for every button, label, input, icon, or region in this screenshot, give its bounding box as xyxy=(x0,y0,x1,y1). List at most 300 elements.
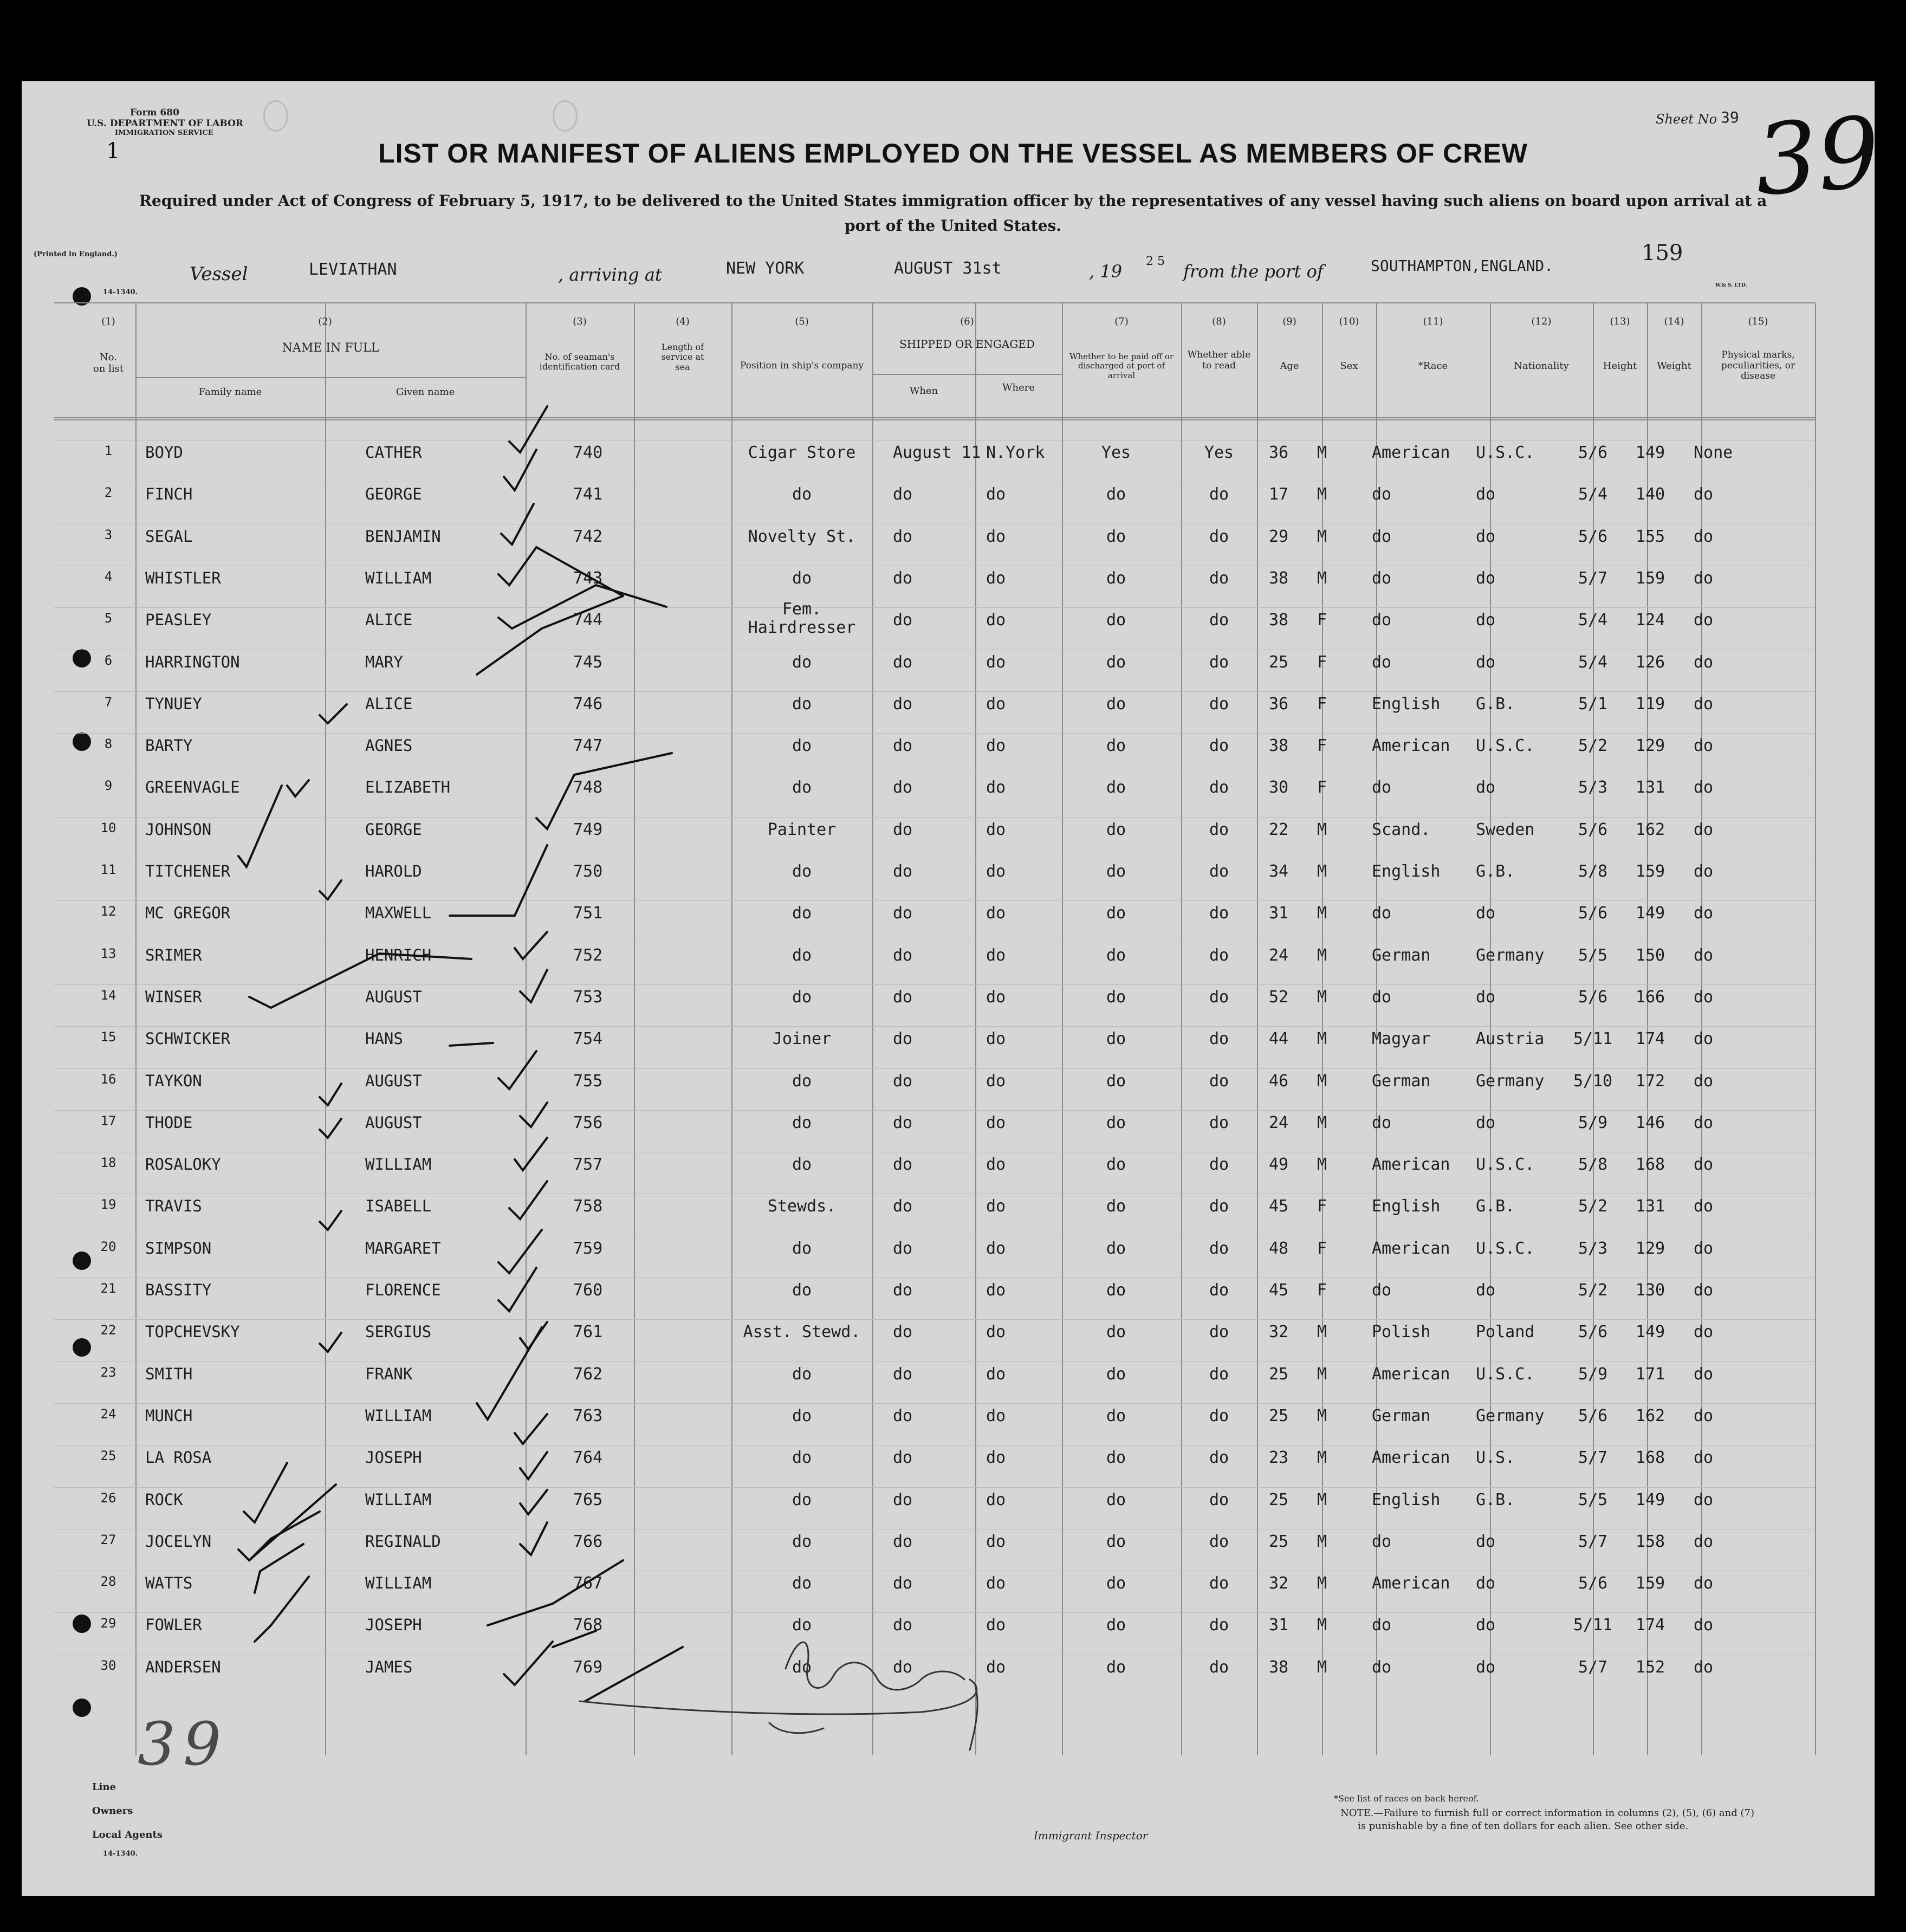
paid-off: do xyxy=(1106,1532,1126,1551)
row-number: 4 xyxy=(104,568,113,584)
nationality: U.S.C. xyxy=(1476,736,1535,756)
shipped-when: do xyxy=(893,1574,913,1593)
able-to-read: do xyxy=(1209,1616,1229,1635)
shipped-when: do xyxy=(893,1197,913,1216)
sex: M xyxy=(1317,1490,1327,1509)
shipped-where: do xyxy=(986,1322,1006,1342)
able-to-read: do xyxy=(1209,694,1229,714)
height: 5/11 xyxy=(1573,1616,1613,1635)
shipped-when: do xyxy=(893,1113,913,1132)
height: 5/2 xyxy=(1578,1197,1608,1216)
col8-number: (8) xyxy=(1212,316,1226,327)
race: American xyxy=(1372,1574,1450,1593)
shipped-where: do xyxy=(986,820,1006,839)
col4-number: (4) xyxy=(676,316,690,327)
sex: M xyxy=(1317,945,1327,965)
row-number: 6 xyxy=(104,652,113,668)
height: 5/6 xyxy=(1578,904,1608,923)
age: 38 xyxy=(1268,736,1289,756)
shipped-when: do xyxy=(893,1490,913,1509)
height: 5/6 xyxy=(1578,987,1608,1007)
shipped-where: do xyxy=(986,1113,1006,1132)
able-to-read: do xyxy=(1209,1532,1229,1551)
given-name: HANS xyxy=(365,1029,403,1048)
weight: 152 xyxy=(1635,1657,1665,1677)
age: 52 xyxy=(1268,987,1289,1007)
height: 5/6 xyxy=(1578,1574,1608,1593)
shipped-where: do xyxy=(986,485,1006,504)
height: 5/2 xyxy=(1578,1281,1608,1300)
card-number: 767 xyxy=(573,1574,603,1593)
age: 32 xyxy=(1268,1574,1289,1593)
position: do xyxy=(792,945,812,965)
able-to-read: do xyxy=(1209,1490,1229,1509)
weight: 162 xyxy=(1635,820,1665,839)
vessel-label: Vessel xyxy=(190,263,248,285)
footer-agents-label: Local Agents xyxy=(92,1829,163,1840)
subtitle-line-1: Required under Act of Congress of February 5, 1917, to be delivered to the United States immigration officer by the representatives of any vessel having such aliens on board upon arrival at a xyxy=(139,192,1767,210)
shipped-when: do xyxy=(893,1448,913,1468)
nationality: do xyxy=(1476,652,1496,672)
position: Novelty St. xyxy=(748,527,856,546)
age: 23 xyxy=(1268,1448,1289,1468)
position: do xyxy=(792,652,812,672)
sex: F xyxy=(1317,652,1327,672)
given-name: JOSEPH xyxy=(365,1448,422,1467)
shipped-where: N.York xyxy=(986,443,1045,462)
footer-line-label: Line xyxy=(92,1781,116,1793)
shipped-when: do xyxy=(893,1281,913,1300)
race: American xyxy=(1372,1364,1450,1384)
race: Scand. xyxy=(1372,820,1431,839)
nationality: do xyxy=(1476,1616,1496,1635)
nationality: do xyxy=(1476,1532,1496,1551)
handwritten-total: 39 xyxy=(138,1709,229,1779)
shipped-when: do xyxy=(893,862,913,881)
arrival-date: AUGUST 31st xyxy=(894,259,1002,278)
nationality: do xyxy=(1476,611,1496,630)
able-to-read: do xyxy=(1209,527,1229,546)
physical-marks: do xyxy=(1694,1239,1714,1258)
position: do xyxy=(792,1574,812,1593)
height: 5/4 xyxy=(1578,485,1608,504)
given-name: MARGARET xyxy=(365,1239,441,1257)
family-name: GREENVAGLE xyxy=(145,778,240,797)
physical-marks: do xyxy=(1694,1616,1714,1635)
age: 25 xyxy=(1268,652,1289,672)
age: 31 xyxy=(1268,904,1289,923)
weight: 131 xyxy=(1635,1197,1665,1216)
physical-marks: do xyxy=(1694,1448,1714,1468)
height: 5/6 xyxy=(1578,1406,1608,1425)
family-name: FOWLER xyxy=(145,1616,202,1635)
sex: M xyxy=(1317,987,1327,1007)
height: 5/7 xyxy=(1578,1532,1608,1551)
age: 25 xyxy=(1268,1532,1289,1551)
card-number: 750 xyxy=(573,862,603,881)
col1-number: (1) xyxy=(101,316,115,327)
col10-number: (10) xyxy=(1339,316,1359,327)
service-label: IMMIGRATION SERVICE xyxy=(115,129,213,137)
row-number: 14 xyxy=(100,987,116,1003)
from-port: SOUTHAMPTON,ENGLAND. xyxy=(1371,257,1554,275)
age: 46 xyxy=(1268,1071,1289,1091)
able-to-read: do xyxy=(1209,485,1229,504)
sex: M xyxy=(1317,1574,1327,1593)
paid-off: do xyxy=(1106,1071,1126,1091)
age: 30 xyxy=(1268,778,1289,798)
inspector-label: Immigrant Inspector xyxy=(1034,1829,1148,1842)
col9-header: Age xyxy=(1280,360,1299,372)
row-number: 30 xyxy=(100,1657,116,1673)
weight: 149 xyxy=(1635,904,1665,923)
sex: M xyxy=(1317,1657,1327,1677)
race: do xyxy=(1372,1616,1392,1635)
height: 5/10 xyxy=(1573,1071,1613,1091)
weight: 149 xyxy=(1635,1322,1665,1342)
race: American xyxy=(1372,443,1450,462)
family-name: SCHWICKER xyxy=(145,1029,231,1048)
card-number: 759 xyxy=(573,1239,603,1258)
race: American xyxy=(1372,1448,1450,1468)
age: 25 xyxy=(1268,1364,1289,1384)
given-name: GEORGE xyxy=(365,485,422,504)
family-name: THODE xyxy=(145,1113,193,1132)
subtitle-line-2: port of the United States. xyxy=(844,217,1062,235)
height: 5/9 xyxy=(1578,1113,1608,1132)
shipped-where: do xyxy=(986,1155,1006,1175)
col7-number: (7) xyxy=(1114,316,1129,327)
physical-marks: do xyxy=(1694,1281,1714,1300)
shipped-when: do xyxy=(893,1239,913,1258)
col12-number: (12) xyxy=(1531,316,1552,327)
weight: 119 xyxy=(1635,694,1665,714)
shipped-where: do xyxy=(986,1197,1006,1216)
shipped-where: do xyxy=(986,1281,1006,1300)
vessel-name: LEVIATHAN xyxy=(309,260,397,279)
stamp-number: 159 xyxy=(1642,241,1683,265)
row-number: 26 xyxy=(100,1490,116,1506)
race: German xyxy=(1372,1071,1431,1091)
sex: M xyxy=(1317,1113,1327,1132)
card-number: 746 xyxy=(573,694,603,714)
col13-header: Height xyxy=(1603,360,1637,372)
age: 31 xyxy=(1268,1616,1289,1635)
nationality: do xyxy=(1476,485,1496,504)
shipped-where: do xyxy=(986,987,1006,1007)
card-number: 749 xyxy=(573,820,603,839)
physical-marks: do xyxy=(1694,1364,1714,1384)
col6-number: (6) xyxy=(960,316,974,327)
card-number: 742 xyxy=(573,527,603,546)
position: do xyxy=(792,778,812,798)
weight: 129 xyxy=(1635,736,1665,756)
card-number: 766 xyxy=(573,1532,603,1551)
paid-off: do xyxy=(1106,1322,1126,1342)
able-to-read: do xyxy=(1209,1113,1229,1132)
height: 5/7 xyxy=(1578,1448,1608,1468)
position: do xyxy=(792,1406,812,1425)
family-name: MC GREGOR xyxy=(145,904,231,923)
row-number: 19 xyxy=(100,1197,116,1213)
given-name: AGNES xyxy=(365,736,413,755)
family-name: FINCH xyxy=(145,485,193,504)
height: 5/6 xyxy=(1578,527,1608,546)
given-name: FRANK xyxy=(365,1364,413,1383)
paid-off: do xyxy=(1106,1657,1126,1677)
weight: 162 xyxy=(1635,1406,1665,1425)
height: 5/2 xyxy=(1578,736,1608,756)
physical-marks: do xyxy=(1694,611,1714,630)
page-title: LIST OR MANIFEST OF ALIENS EMPLOYED ON THE VESSEL AS MEMBERS OF CREW xyxy=(378,138,1528,168)
shipped-where: do xyxy=(986,904,1006,923)
card-number: 758 xyxy=(573,1197,603,1216)
shipped-where: do xyxy=(986,1490,1006,1509)
row-number: 24 xyxy=(100,1406,116,1422)
height: 5/1 xyxy=(1578,694,1608,714)
position: do xyxy=(792,736,812,756)
arrival-port: NEW YORK xyxy=(726,259,805,278)
nationality: G.B. xyxy=(1476,694,1515,714)
nationality: do xyxy=(1476,778,1496,798)
age: 36 xyxy=(1268,443,1289,462)
height: 5/4 xyxy=(1578,652,1608,672)
paid-off: do xyxy=(1106,1281,1126,1300)
card-number: 740 xyxy=(573,443,603,462)
physical-marks: do xyxy=(1694,945,1714,965)
physical-marks: do xyxy=(1694,1574,1714,1593)
weight: 140 xyxy=(1635,485,1665,504)
shipped-when: do xyxy=(893,778,913,798)
position: do xyxy=(792,1532,812,1551)
position: do xyxy=(792,485,812,504)
position: Fem. xyxy=(782,600,822,619)
height: 5/7 xyxy=(1578,568,1608,588)
paid-off: do xyxy=(1106,820,1126,839)
stock-number: 14-1340. xyxy=(103,288,138,296)
weight: 146 xyxy=(1635,1113,1665,1132)
card-number: 768 xyxy=(573,1616,603,1635)
family-name: SIMPSON xyxy=(145,1239,212,1257)
paid-off: do xyxy=(1106,485,1126,504)
shipped-where: do xyxy=(986,1448,1006,1468)
age: 34 xyxy=(1268,862,1289,881)
shipped-when: do xyxy=(893,1364,913,1384)
race: do xyxy=(1372,485,1392,504)
height: 5/8 xyxy=(1578,1155,1608,1175)
sex: M xyxy=(1317,820,1327,839)
family-name: SEGAL xyxy=(145,527,193,546)
physical-marks: do xyxy=(1694,778,1714,798)
able-to-read: do xyxy=(1209,1364,1229,1384)
able-to-read: Yes xyxy=(1204,443,1234,462)
nationality: Poland xyxy=(1476,1322,1535,1342)
weight: 159 xyxy=(1635,1574,1665,1593)
col4-header: Length of service at sea xyxy=(661,342,704,372)
col8-header: Whether able to read xyxy=(1187,349,1251,371)
nationality: G.B. xyxy=(1476,1490,1515,1509)
height: 5/8 xyxy=(1578,862,1608,881)
shipped-where: do xyxy=(986,945,1006,965)
weight: 171 xyxy=(1635,1364,1665,1384)
paid-off: do xyxy=(1106,611,1126,630)
shipped-when: do xyxy=(893,1071,913,1091)
col11-number: (11) xyxy=(1423,316,1443,327)
family-name: SRIMER xyxy=(145,945,202,964)
shipped-where: do xyxy=(986,778,1006,798)
sex: M xyxy=(1317,862,1327,881)
family-name: JOHNSON xyxy=(145,820,212,839)
paid-off: do xyxy=(1106,694,1126,714)
age: 32 xyxy=(1268,1322,1289,1342)
family-name: WHISTLER xyxy=(145,568,221,587)
physical-marks: do xyxy=(1694,1113,1714,1132)
card-number: 751 xyxy=(573,904,603,923)
row-number: 22 xyxy=(100,1322,116,1338)
given-name: JOSEPH xyxy=(365,1616,422,1635)
col6-header: SHIPPED OR ENGAGED xyxy=(899,338,1035,351)
sex: M xyxy=(1317,1029,1327,1049)
position: do xyxy=(792,1281,812,1300)
shipped-where: do xyxy=(986,652,1006,672)
paid-off: do xyxy=(1106,1197,1126,1216)
sex: M xyxy=(1317,1532,1327,1551)
nationality: U.S.C. xyxy=(1476,1155,1535,1175)
weight: 168 xyxy=(1635,1448,1665,1468)
height: 5/7 xyxy=(1578,1657,1608,1677)
sex: M xyxy=(1317,1616,1327,1635)
shipped-where: do xyxy=(986,1616,1006,1635)
able-to-read: do xyxy=(1209,1029,1229,1049)
age: 22 xyxy=(1268,820,1289,839)
row-number: 20 xyxy=(100,1239,116,1254)
sex: M xyxy=(1317,1322,1327,1342)
row-number: 17 xyxy=(100,1113,116,1129)
shipped-when: do xyxy=(893,568,913,588)
physical-marks: do xyxy=(1694,1155,1714,1175)
family-name: SMITH xyxy=(145,1364,193,1383)
col2a-header: Family name xyxy=(198,386,262,398)
height: 5/11 xyxy=(1573,1029,1613,1049)
sex: F xyxy=(1317,1197,1327,1216)
footer-note-penalty-2: is punishable by a fine of ten dollars for each alien. See other side. xyxy=(1358,1820,1689,1832)
sex: M xyxy=(1317,904,1327,923)
sex: M xyxy=(1317,1406,1327,1425)
weight: 158 xyxy=(1635,1532,1665,1551)
family-name: LA ROSA xyxy=(145,1448,212,1467)
given-name: HENRICH xyxy=(365,945,432,964)
paid-off: do xyxy=(1106,945,1126,965)
sex: M xyxy=(1317,1071,1327,1091)
able-to-read: do xyxy=(1209,736,1229,756)
shipped-where: do xyxy=(986,1364,1006,1384)
col10-header: Sex xyxy=(1340,360,1358,372)
shipped-where: do xyxy=(986,1239,1006,1258)
nationality: U.S. xyxy=(1476,1448,1515,1468)
weight: 126 xyxy=(1635,652,1665,672)
position: do xyxy=(792,987,812,1007)
arriving-label: , arriving at xyxy=(558,264,662,285)
card-number: 741 xyxy=(573,485,603,504)
able-to-read: do xyxy=(1209,945,1229,965)
weight: 150 xyxy=(1635,945,1665,965)
position: do xyxy=(792,1657,812,1677)
footer-owners-label: Owners xyxy=(92,1805,133,1817)
height: 5/4 xyxy=(1578,611,1608,630)
given-name: WILLIAM xyxy=(365,1155,432,1174)
age: 48 xyxy=(1268,1239,1289,1258)
row-number: 21 xyxy=(100,1281,116,1296)
footer-stock-number: 14-1340. xyxy=(103,1850,138,1858)
shipped-where: do xyxy=(986,862,1006,881)
sheet-label: Sheet No xyxy=(1656,112,1717,127)
race: American xyxy=(1372,736,1450,756)
age: 38 xyxy=(1268,568,1289,588)
age: 45 xyxy=(1268,1281,1289,1300)
race: do xyxy=(1372,527,1392,546)
shipped-where: do xyxy=(986,1574,1006,1593)
family-name: PEASLEY xyxy=(145,611,212,630)
shipped-when: do xyxy=(893,736,913,756)
age: 17 xyxy=(1268,485,1289,504)
col3-number: (3) xyxy=(573,316,587,327)
col15-number: (15) xyxy=(1748,316,1768,327)
paid-off: do xyxy=(1106,1616,1126,1635)
col14-header: Weight xyxy=(1657,360,1691,372)
given-name: FLORENCE xyxy=(365,1281,441,1299)
paid-off: do xyxy=(1106,568,1126,588)
weight: 130 xyxy=(1635,1281,1665,1300)
col15-header: Physical marks, peculiarities, or disease xyxy=(1721,349,1795,382)
paid-off: do xyxy=(1106,1490,1126,1509)
shipped-when: do xyxy=(893,987,913,1007)
paid-off: do xyxy=(1106,1239,1126,1258)
shipped-where: do xyxy=(986,1071,1006,1091)
position: Asst. Stewd. xyxy=(743,1322,861,1342)
family-name: TRAVIS xyxy=(145,1197,202,1216)
given-name: WILLIAM xyxy=(365,1406,432,1425)
family-name: ROSALOKY xyxy=(145,1155,221,1174)
given-name: HAROLD xyxy=(365,862,422,880)
race: do xyxy=(1372,1657,1392,1677)
given-name: AUGUST xyxy=(365,987,422,1006)
nationality: U.S.C. xyxy=(1476,443,1535,462)
physical-marks: do xyxy=(1694,485,1714,504)
weight: 124 xyxy=(1635,611,1665,630)
family-name: BOYD xyxy=(145,443,183,462)
physical-marks: do xyxy=(1694,1532,1714,1551)
col3-header: No. of seaman's identification card xyxy=(539,352,620,372)
position: do xyxy=(792,1490,812,1509)
age: 36 xyxy=(1268,694,1289,714)
weight: 149 xyxy=(1635,443,1665,462)
age: 38 xyxy=(1268,1657,1289,1677)
paid-off: do xyxy=(1106,652,1126,672)
physical-marks: do xyxy=(1694,652,1714,672)
family-name: TITCHENER xyxy=(145,862,231,880)
paid-off: do xyxy=(1106,1364,1126,1384)
shipped-where: do xyxy=(986,736,1006,756)
race: English xyxy=(1372,862,1441,881)
weight: 174 xyxy=(1635,1029,1665,1049)
given-name: AUGUST xyxy=(365,1113,422,1132)
sex: F xyxy=(1317,611,1327,630)
paid-off: do xyxy=(1106,1406,1126,1425)
nationality: U.S.C. xyxy=(1476,1239,1535,1258)
physical-marks: do xyxy=(1694,1490,1714,1509)
year-suffix: 2 5 xyxy=(1146,255,1165,268)
row-number: 11 xyxy=(100,862,116,877)
